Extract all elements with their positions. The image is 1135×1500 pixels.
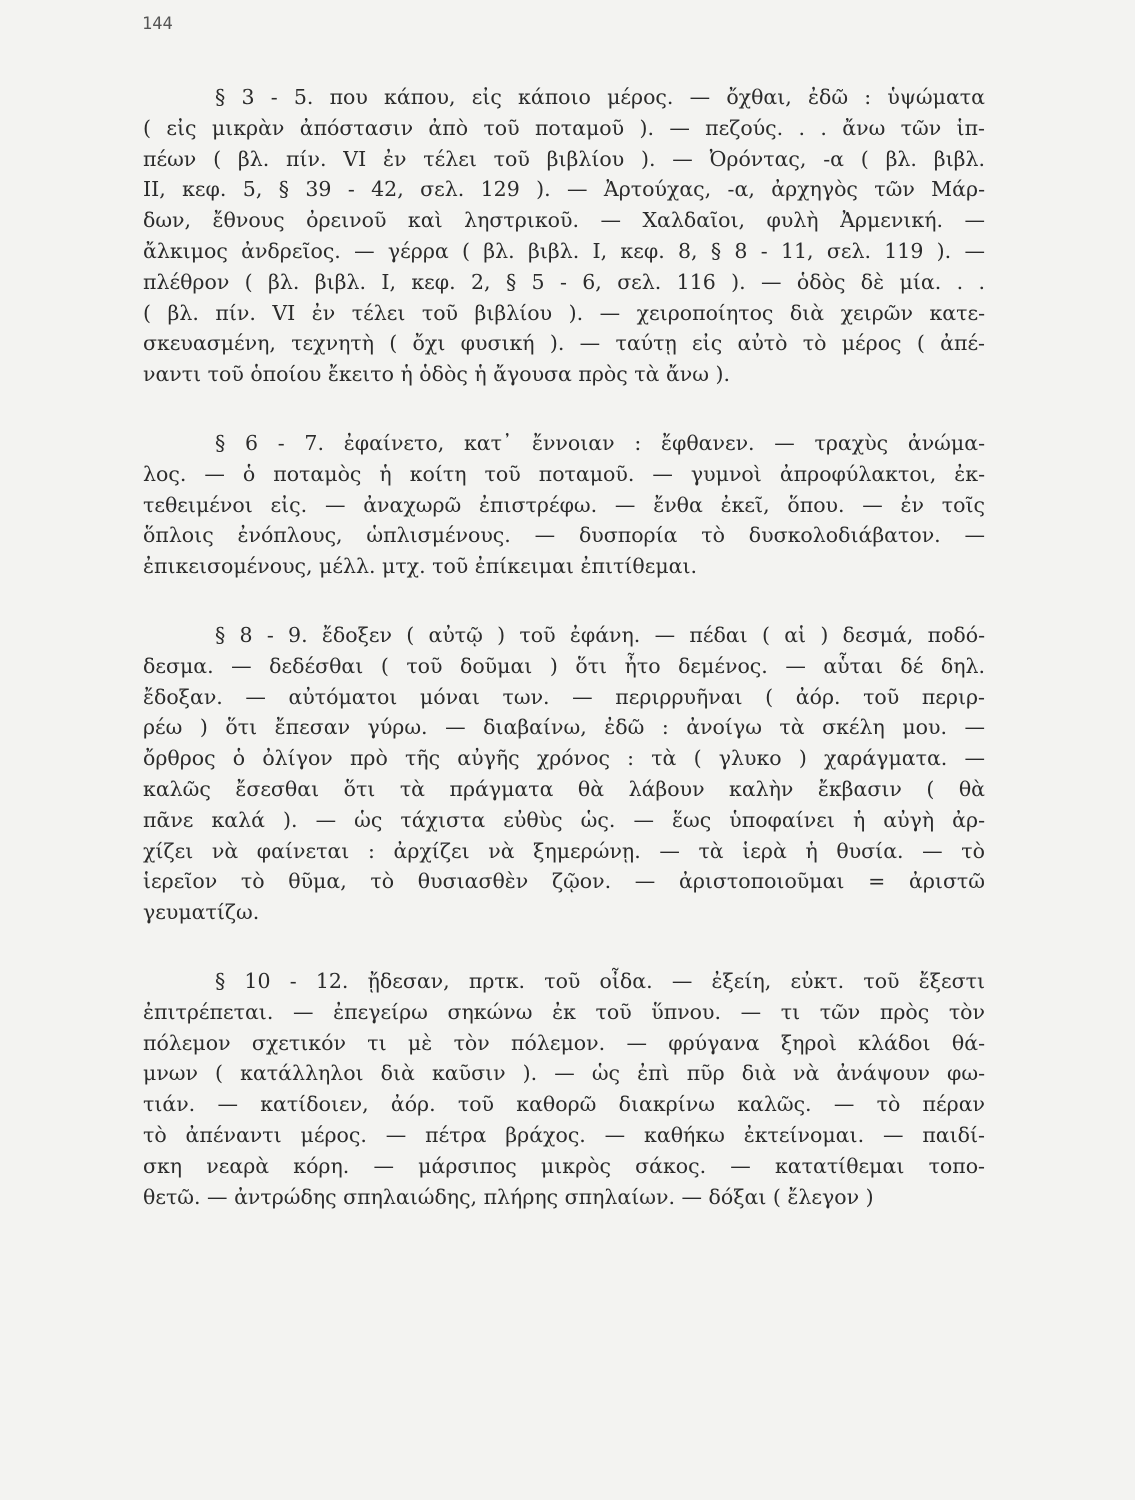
text-line: τεθειμένοι εἰς. — ἀναχωρῶ ἐπιστρέφω. — ἔνθα ἐκεῖ, ὅπου. — ἐν τοῖς	[143, 492, 985, 517]
text-line: σκευασμένη, τεχνητὴ ( ὄχι φυσική ). — ταύτῃ εἰς αὐτὸ τὸ μέρος ( ἀπέ-	[143, 331, 985, 356]
text-line: § 3 - 5. που κάπου, εἰς κάποιο μέρος. — ὄχθαι, ἐδῶ : ὑψώματα	[215, 85, 985, 109]
paragraph-section-6-7	[143, 428, 985, 582]
text-line: δων, ἔθνους ὀρεινοῦ καὶ ληστρικοῦ. — Χαλδαῖοι, φυλὴ Ἀρμενική. —	[143, 208, 985, 233]
text-line: λος. — ὁ ποταμὸς ἡ κοίτη τοῦ ποταμοῦ. — γυμνοὶ ἀπροφύλακτοι, ἐκ-	[143, 461, 985, 486]
text-line: πόλεμον σχετικόν τι μὲ τὸν πόλεμον. — φρύγανα ξηροὶ κλάδοι θά-	[143, 1030, 985, 1055]
page-number: 144	[142, 14, 173, 34]
paragraph-section-10-12	[143, 966, 985, 1212]
text-line: ναντι τοῦ ὁποίου ἔκειτο ἡ ὁδὸς ἡ ἄγουσα πρὸς τὰ ἄνω ).	[143, 362, 731, 387]
text-line: § 10 - 12. ᾔδεσαν, πρτκ. τοῦ οἶδα. — ἐξείη, εὐκτ. τοῦ ἔξεστι	[215, 968, 985, 993]
paragraph-section-3-5	[143, 82, 985, 390]
text-line: μνων ( κατάλληλοι διὰ καῦσιν ). — ὡς ἐπὶ πῦρ διὰ νὰ ἀνάψουν φω-	[143, 1061, 985, 1086]
text-line: τὸ ἀπέναντι μέρος. — πέτρα βράχος. — καθήκω ἐκτείνομαι. — παιδί-	[143, 1122, 985, 1147]
text-line: ἱερεῖον τὸ θῦμα, τὸ θυσιασθὲν ζῷον. — ἀριστοποιοῦμαι = ἀριστῶ	[143, 869, 985, 894]
text-line: II, κεφ. 5, § 39 - 42, σελ. 129 ). — Ἀρτούχας, -α, ἀρχηγὸς τῶν Μάρ-	[143, 177, 985, 202]
text-line: θετῶ. — ἀντρώδης σπηλαιώδης, πλήρης σπηλαίων. — δόξαι ( ἔλεγον )	[143, 1184, 874, 1209]
text-line: § 6 - 7. ἐφαίνετο, κατ᾽ ἔννοιαν : ἔφθανεν. — τραχὺς ἀνώμα-	[215, 430, 985, 455]
text-line: πλέθρον ( βλ. βιβλ. I, κεφ. 2, § 5 - 6, σελ. 116 ). — ὁδὸς δὲ μία. . .	[143, 269, 985, 294]
text-line: ἄλκιμος ἀνδρεῖος. — γέρρα ( βλ. βιβλ. I, κεφ. 8, § 8 - 11, σελ. 119 ). —	[143, 238, 985, 263]
text-line: πᾶνε καλά ). — ὡς τάχιστα εὐθὺς ὡς. — ἕως ὑποφαίνει ἡ αὐγὴ ἀρ-	[143, 807, 985, 832]
text-line: ἔδοξαν. — αὐτόματοι μόναι των. — περιρρυῆναι ( ἀόρ. τοῦ περιρ-	[143, 684, 985, 709]
text-line: πέων ( βλ. πίν. VI ἐν τέλει τοῦ βιβλίου ). — Ὀρόντας, -α ( βλ. βιβλ.	[143, 146, 985, 171]
text-line: ( εἰς μικρὰν ἀπόστασιν ἀπὸ τοῦ ποταμοῦ ). — πεζούς. . . ἄνω τῶν ἱπ-	[143, 115, 985, 140]
text-line: § 8 - 9. ἔδοξεν ( αὐτῷ ) τοῦ ἐφάνη. — πέδαι ( αἱ ) δεσμά, ποδό-	[215, 622, 985, 647]
page-body	[143, 82, 985, 1250]
text-line: ρέω ) ὅτι ἔπεσαν γύρω. — διαβαίνω, ἐδῶ : ἀνοίγω τὰ σκέλη μου. —	[143, 715, 985, 740]
text-line: ὅπλοις ἐνόπλους, ὡπλισμένους. — δυσπορία τὸ δυσκολοδιάβατον. —	[143, 523, 985, 548]
text-line: τιάν. — κατίδοιεν, ἀόρ. τοῦ καθορῶ διακρίνω καλῶς. — τὸ πέραν	[143, 1092, 985, 1117]
text-line: καλῶς ἔσεσθαι ὅτι τὰ πράγματα θὰ λάβουν καλὴν ἔκβασιν ( θὰ	[143, 776, 985, 801]
text-line: ὄρθρος ὁ ὀλίγον πρὸ τῆς αὐγῆς χρόνος : τὰ ( γλυκο ) χαράγματα. —	[143, 746, 985, 771]
text-line: δεσμα. — δεδέσθαι ( τοῦ δοῦμαι ) ὅτι ἦτο δεμένος. — αὗται δέ δηλ.	[143, 653, 985, 678]
text-line: γευματίζω.	[143, 900, 260, 925]
text-line: ἐπικεισομένους, μέλλ. μτχ. τοῦ ἐπίκειμαι ἐπιτίθεμαι.	[143, 554, 698, 579]
text-line: ( βλ. πίν. VI ἐν τέλει τοῦ βιβλίου ). — χειροποίητος διὰ χειρῶν κατε-	[143, 300, 985, 325]
text-line: ἐπιτρέπεται. — ἐπεγείρω σηκώνω ἐκ τοῦ ὕπνου. — τι τῶν πρὸς τὸν	[143, 999, 985, 1024]
text-line: χίζει νὰ φαίνεται : ἀρχίζει νὰ ξημερώνῃ. — τὰ ἱερὰ ἡ θυσία. — τὸ	[143, 838, 985, 863]
paragraph-section-8-9	[143, 620, 985, 928]
text-line: σκη νεαρὰ κόρη. — μάρσιπος μικρὸς σάκος. — κατατίθεμαι τοπο-	[143, 1153, 985, 1178]
